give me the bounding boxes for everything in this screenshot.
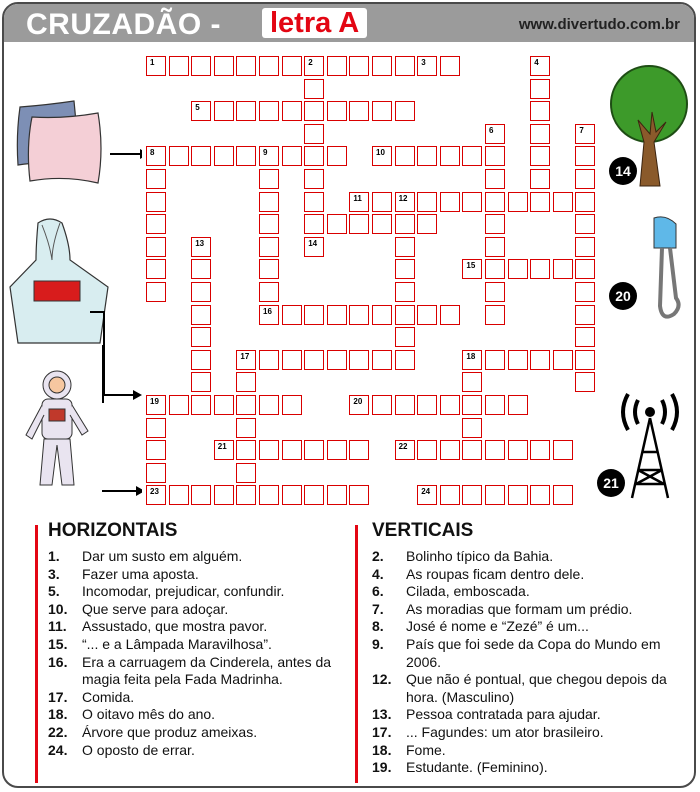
cell-number: 14 (308, 238, 318, 248)
verticais-heading: VERTICAIS (372, 520, 474, 541)
crossword-cell[interactable] (553, 192, 573, 212)
horizontais-divider (35, 525, 38, 783)
clue-text: “... e a Lâmpada Maravilhosa”. (82, 635, 272, 652)
crossword-cell[interactable] (304, 169, 324, 189)
crossword-cell[interactable] (146, 259, 166, 279)
crossword-cell[interactable] (440, 146, 460, 166)
crossword-cell[interactable] (146, 282, 166, 302)
cell-number: 11 (353, 193, 362, 203)
cell-number: 4 (534, 58, 539, 67)
clue-text: País que foi sede da Copa do Mundo em 2006. (406, 635, 661, 670)
crossword-cell[interactable] (259, 350, 279, 370)
crossword-cell[interactable] (236, 440, 256, 460)
cell-number: 17 (240, 351, 250, 361)
crossword-cell[interactable] (191, 259, 211, 279)
page-title: CRUZADÃO - (26, 8, 221, 41)
clue-number: 1. (48, 548, 60, 564)
crossword-cell[interactable] (395, 101, 415, 121)
crossword-cell[interactable] (349, 214, 369, 234)
clue-number: 13. (372, 706, 392, 723)
crossword-cell[interactable] (485, 395, 505, 415)
crossword-cell[interactable] (462, 440, 482, 460)
crossword-cell[interactable] (485, 124, 505, 144)
cell-number: 23 (150, 487, 159, 497)
clue-number: 17. (372, 723, 392, 740)
cell-number: 15 (466, 261, 476, 271)
crossword-cell[interactable] (146, 146, 166, 166)
cell-number: 16 (263, 306, 272, 316)
crossword-cell[interactable] (575, 305, 595, 325)
cell-number: 8 (150, 148, 155, 158)
crossword-cell[interactable] (575, 192, 595, 212)
clue-item (48, 583, 350, 601)
crossword-cell[interactable] (259, 214, 279, 234)
cell-number: 18 (466, 351, 476, 361)
crossword-cell[interactable] (349, 192, 369, 212)
cell-number: 21 (217, 442, 227, 452)
clue-text: Era a carruagem da Cinderela, antes da magia feita pela Fada Madrinha. (82, 653, 332, 688)
clue-text: Que não é pontual, que chegou depois da hora. (Masculino) (406, 671, 667, 705)
crossword-cell[interactable] (146, 192, 166, 212)
clue-item (48, 601, 350, 619)
crossword-cell[interactable] (146, 56, 166, 76)
crossword-cell[interactable] (282, 56, 302, 76)
crossword-cell[interactable] (259, 237, 279, 257)
vertical-clues (372, 520, 684, 777)
horizontal-clues (48, 520, 350, 759)
crossword-cell[interactable] (553, 259, 573, 279)
crossword-cell[interactable] (146, 237, 166, 257)
crossword-cell[interactable] (259, 440, 279, 460)
crossword-cell[interactable] (417, 485, 437, 505)
clue-number: 3. (48, 565, 60, 582)
clue-number: 17. (48, 688, 68, 705)
crossword-cell[interactable] (395, 305, 415, 325)
cell-number: 1 (150, 58, 155, 67)
clue-text: As moradias que formam um prédio. (406, 600, 633, 617)
clue-text: Árvore que produz ameixas. (82, 723, 258, 740)
clue-number: 24. (48, 741, 68, 758)
crossword-cell[interactable] (530, 259, 550, 279)
clue-number: 4. (372, 565, 384, 582)
crossword-cell[interactable] (327, 350, 347, 370)
clue-text: Assustado, que mostra pavor. (82, 618, 268, 635)
crossword-cell[interactable] (214, 56, 234, 76)
clue-item (372, 548, 684, 566)
crossword-cell[interactable] (553, 485, 573, 505)
clue-text: Dar um susto em alguém. (82, 548, 243, 564)
clue-item (48, 742, 350, 760)
crossword-cell[interactable] (169, 485, 189, 505)
crossword-cell[interactable] (214, 395, 234, 415)
crossword-cell[interactable] (349, 395, 369, 415)
crossword-cell[interactable] (146, 214, 166, 234)
clue-text: José é nome e “Zezé” é um... (406, 618, 589, 635)
crossword-cell[interactable] (553, 440, 573, 460)
crossword-cell[interactable] (304, 192, 324, 212)
crossword-cell[interactable] (327, 146, 347, 166)
crossword-cell[interactable] (146, 463, 166, 483)
crossword-cell[interactable] (485, 169, 505, 189)
crossword-cell[interactable] (462, 372, 482, 392)
crossword-cell[interactable] (395, 259, 415, 279)
crossword-cell[interactable] (349, 485, 369, 505)
crossword-cell[interactable] (508, 440, 528, 460)
crossword-cell[interactable] (236, 56, 256, 76)
clue-number: 6. (372, 583, 384, 600)
crossword-cell[interactable] (485, 146, 505, 166)
crossword-cell[interactable] (146, 169, 166, 189)
crossword-cell[interactable] (146, 485, 166, 505)
crossword-cell[interactable] (327, 485, 347, 505)
crossword-cell[interactable] (282, 395, 302, 415)
crossword-cell[interactable] (282, 350, 302, 370)
crossword-cell[interactable] (395, 395, 415, 415)
crossword-cell[interactable] (395, 192, 415, 212)
crossword-cell[interactable] (440, 440, 460, 460)
crossword-cell[interactable] (304, 237, 324, 257)
crossword-cell[interactable] (327, 214, 347, 234)
cell-number: 19 (150, 397, 159, 406)
antenna-number-badge: 21 (597, 469, 625, 497)
crossword-cell[interactable] (575, 214, 595, 234)
cell-number: 13 (195, 238, 205, 248)
crossword-cell[interactable] (304, 79, 324, 99)
crossword-cell[interactable] (327, 101, 347, 121)
crossword-cell[interactable] (304, 56, 324, 76)
crossword-cell[interactable] (191, 485, 211, 505)
crossword-cell[interactable] (440, 192, 460, 212)
crossword-cell[interactable] (508, 395, 528, 415)
crossword-cell[interactable] (372, 146, 392, 166)
tree-number-badge: 14 (609, 157, 637, 185)
crossword-cell[interactable] (417, 146, 437, 166)
crossword-cell[interactable] (530, 440, 550, 460)
clue-item (48, 706, 350, 724)
clue-item (48, 654, 350, 689)
clue-item (372, 671, 684, 706)
clue-number: 12. (372, 671, 392, 688)
crossword-cell[interactable] (191, 282, 211, 302)
crossword-cell[interactable] (530, 350, 550, 370)
crossword-cell[interactable] (440, 485, 460, 505)
crossword-cell[interactable] (462, 350, 482, 370)
crossword-cell[interactable] (485, 237, 505, 257)
crossword-cell[interactable] (259, 192, 279, 212)
clue-text: Comida. (82, 688, 135, 705)
crossword-cell[interactable] (530, 485, 550, 505)
crossword-cell[interactable] (462, 192, 482, 212)
clue-text: O oitavo mês do ano. (82, 706, 216, 723)
crossword-cell[interactable] (395, 237, 415, 257)
crossword-cell[interactable] (259, 169, 279, 189)
crossword-cell[interactable] (485, 259, 505, 279)
crossword-cell[interactable] (462, 418, 482, 438)
crossword-cell[interactable] (259, 146, 279, 166)
clue-text: Fazer uma aposta. (82, 565, 199, 582)
crossword-cell[interactable] (485, 485, 505, 505)
crossword-cell[interactable] (395, 282, 415, 302)
crossword-cell[interactable] (146, 395, 166, 415)
crossword-cell[interactable] (304, 101, 324, 121)
crossword-cell[interactable] (395, 56, 415, 76)
crossword-cell[interactable] (191, 56, 211, 76)
crossword-cell[interactable] (236, 350, 256, 370)
clue-text: Estudante. (Feminino). (406, 759, 548, 776)
pin-number-badge: 20 (609, 282, 637, 310)
crossword-cell[interactable] (349, 101, 369, 121)
crossword-cell[interactable] (575, 169, 595, 189)
cell-number: 10 (376, 148, 385, 158)
clue-number: 18. (372, 741, 392, 758)
crossword-cell[interactable] (575, 372, 595, 392)
cell-number: 7 (579, 125, 584, 135)
crossword-cell[interactable] (372, 192, 392, 212)
crossword-cell[interactable] (508, 259, 528, 279)
crossword-cell[interactable] (372, 56, 392, 76)
crossword-cell[interactable] (395, 327, 415, 347)
crossword-cell[interactable] (282, 101, 302, 121)
crossword-cell[interactable] (530, 169, 550, 189)
crossword-cell[interactable] (304, 214, 324, 234)
crossword-cell[interactable] (191, 146, 211, 166)
pillows-picture (12, 95, 142, 190)
crossword-cell[interactable] (462, 485, 482, 505)
crossword-cell[interactable] (259, 101, 279, 121)
clue-number: 18. (48, 706, 68, 723)
crossword-cell[interactable] (169, 56, 189, 76)
crossword-cell[interactable] (575, 146, 595, 166)
crossword-cell[interactable] (191, 101, 211, 121)
clue-item (48, 548, 350, 566)
crossword-cell[interactable] (417, 214, 437, 234)
clue-text: Bolinho típico da Bahia. (406, 548, 554, 564)
cell-number: 22 (398, 442, 408, 452)
crossword-cell[interactable] (304, 124, 324, 144)
crossword-cell[interactable] (349, 440, 369, 460)
crossword-cell[interactable] (236, 395, 256, 415)
crossword-cell[interactable] (395, 146, 415, 166)
crossword-cell[interactable] (214, 485, 234, 505)
crossword-cell[interactable] (304, 440, 324, 460)
crossword-cell[interactable] (259, 259, 279, 279)
crossword-cell[interactable] (395, 214, 415, 234)
crossword-cell[interactable] (508, 485, 528, 505)
crossword-cell[interactable] (169, 146, 189, 166)
clue-text: ... Fagundes: um ator brasileiro. (406, 723, 604, 740)
crossword-cell[interactable] (304, 350, 324, 370)
cell-number: 9 (263, 148, 268, 158)
clue-number: 7. (372, 600, 384, 617)
crossword-cell[interactable] (440, 395, 460, 415)
crossword-cell[interactable] (530, 146, 550, 166)
verticais-divider (355, 525, 358, 783)
clue-number: 9. (372, 635, 384, 652)
clue-number: 22. (48, 723, 68, 740)
crossword-cell[interactable] (575, 237, 595, 257)
crossword-cell[interactable] (530, 79, 550, 99)
crossword-cell[interactable] (530, 101, 550, 121)
crossword-cell[interactable] (508, 192, 528, 212)
crossword-cell[interactable] (282, 146, 302, 166)
crossword-cell[interactable] (417, 56, 437, 76)
crossword-cell[interactable] (236, 485, 256, 505)
cell-number: 2 (308, 58, 313, 67)
clue-number: 2. (372, 548, 384, 564)
crossword-cell[interactable] (349, 56, 369, 76)
crossword-cell[interactable] (530, 56, 550, 76)
clue-item (48, 566, 350, 584)
clue-text: As roupas ficam dentro dele. (406, 565, 585, 582)
crossword-cell[interactable] (485, 282, 505, 302)
clue-text: Fome. (406, 741, 446, 758)
clue-number: 19. (372, 759, 392, 776)
crossword-cell[interactable] (259, 305, 279, 325)
crossword-cell[interactable] (327, 440, 347, 460)
crossword-cell[interactable] (372, 395, 392, 415)
clue-text: Que serve para adoçar. (82, 600, 229, 617)
crossword-cell[interactable] (191, 237, 211, 257)
crossword-cell[interactable] (282, 440, 302, 460)
crossword-cell[interactable] (372, 101, 392, 121)
clue-item (48, 636, 350, 654)
crossword-cell[interactable] (462, 259, 482, 279)
clue-item (372, 566, 684, 584)
crossword-cell[interactable] (304, 485, 324, 505)
crossword-cell[interactable] (259, 56, 279, 76)
crossword-cell[interactable] (417, 395, 437, 415)
crossword-cell[interactable] (214, 101, 234, 121)
crossword-cell[interactable] (530, 192, 550, 212)
astronaut-arrow-line (95, 345, 145, 405)
clue-item (372, 759, 684, 777)
crossword-cell[interactable] (349, 305, 369, 325)
crossword-cell[interactable] (485, 214, 505, 234)
crossword-cell[interactable] (191, 350, 211, 370)
crossword-cell[interactable] (169, 395, 189, 415)
clue-number: 15. (48, 635, 68, 652)
crossword-cell[interactable] (440, 56, 460, 76)
crossword-cell[interactable] (236, 146, 256, 166)
clue-text: Pessoa contratada para ajudar. (406, 706, 601, 723)
crossword-cell[interactable] (304, 146, 324, 166)
crossword-cell[interactable] (191, 372, 211, 392)
clue-item (372, 618, 684, 636)
crossword-cell[interactable] (259, 485, 279, 505)
horizontais-heading: HORIZONTAIS (48, 520, 178, 541)
cell-number: 6 (489, 125, 494, 135)
crossword-cell[interactable] (485, 440, 505, 460)
crossword-cell[interactable] (575, 350, 595, 370)
clue-item (48, 618, 350, 636)
title-letter-badge: letra A (262, 8, 367, 38)
clue-number: 10. (48, 600, 68, 617)
crossword-cell[interactable] (485, 192, 505, 212)
crossword-cell[interactable] (146, 418, 166, 438)
crossword-cell[interactable] (327, 56, 347, 76)
crossword-cell[interactable] (553, 350, 573, 370)
clue-item (372, 601, 684, 619)
crossword-cell[interactable] (372, 350, 392, 370)
cell-number: 24 (421, 487, 431, 497)
crossword-cell[interactable] (214, 146, 234, 166)
crossword-cell[interactable] (327, 305, 347, 325)
cell-number: 12 (398, 193, 408, 203)
crossword-cell[interactable] (575, 124, 595, 144)
site-url[interactable]: www.divertudo.com.br (518, 16, 680, 33)
crossword-cell[interactable] (417, 440, 437, 460)
crossword-cell[interactable] (259, 395, 279, 415)
crossword-cell[interactable] (575, 327, 595, 347)
cell-number: 3 (421, 58, 426, 67)
clue-number: 5. (48, 583, 60, 600)
safety-pin-picture (640, 214, 690, 324)
crossword-cell[interactable] (440, 305, 460, 325)
crossword-cell[interactable] (462, 146, 482, 166)
clue-number: 11. (48, 618, 67, 635)
crossword-cell[interactable] (191, 395, 211, 415)
crossword-cell[interactable] (395, 440, 415, 460)
clue-text: Incomodar, prejudicar, confundir. (82, 583, 285, 600)
clue-item (372, 742, 684, 760)
crossword-cell[interactable] (191, 305, 211, 325)
crossword-cell[interactable] (485, 350, 505, 370)
crossword-cell[interactable] (304, 305, 324, 325)
clue-item (48, 689, 350, 707)
crossword-cell[interactable] (282, 485, 302, 505)
crossword-cell[interactable] (395, 350, 415, 370)
crossword-cell[interactable] (508, 350, 528, 370)
crossword-cell[interactable] (236, 101, 256, 121)
crossword-cell[interactable] (191, 327, 211, 347)
clue-number: 8. (372, 618, 384, 635)
crossword-cell[interactable] (146, 440, 166, 460)
crossword-cell[interactable] (349, 350, 369, 370)
cell-number: 20 (353, 397, 363, 406)
crossword-cell[interactable] (372, 214, 392, 234)
crossword-cell[interactable] (575, 282, 595, 302)
crossword-cell[interactable] (462, 395, 482, 415)
clue-item (372, 636, 684, 671)
crossword-cell[interactable] (259, 282, 279, 302)
crossword-cell[interactable] (282, 305, 302, 325)
clue-text: Cilada, emboscada. (406, 583, 530, 600)
crossword-cell[interactable] (417, 305, 437, 325)
crossword-cell[interactable] (236, 463, 256, 483)
crossword-cell[interactable] (485, 305, 505, 325)
clue-item (372, 706, 684, 724)
clue-text: O oposto de errar. (82, 741, 195, 758)
crossword-cell[interactable] (372, 305, 392, 325)
clue-item (48, 724, 350, 742)
crossword-cell[interactable] (214, 440, 234, 460)
crossword-cell[interactable] (575, 259, 595, 279)
clue-number: 16. (48, 653, 68, 670)
crossword-cell[interactable] (530, 124, 550, 144)
crossword-cell[interactable] (236, 372, 256, 392)
crossword-cell[interactable] (236, 418, 256, 438)
clue-item (372, 724, 684, 742)
crossword-cell[interactable] (417, 192, 437, 212)
cell-number: 5 (195, 103, 200, 113)
clue-item (372, 583, 684, 601)
